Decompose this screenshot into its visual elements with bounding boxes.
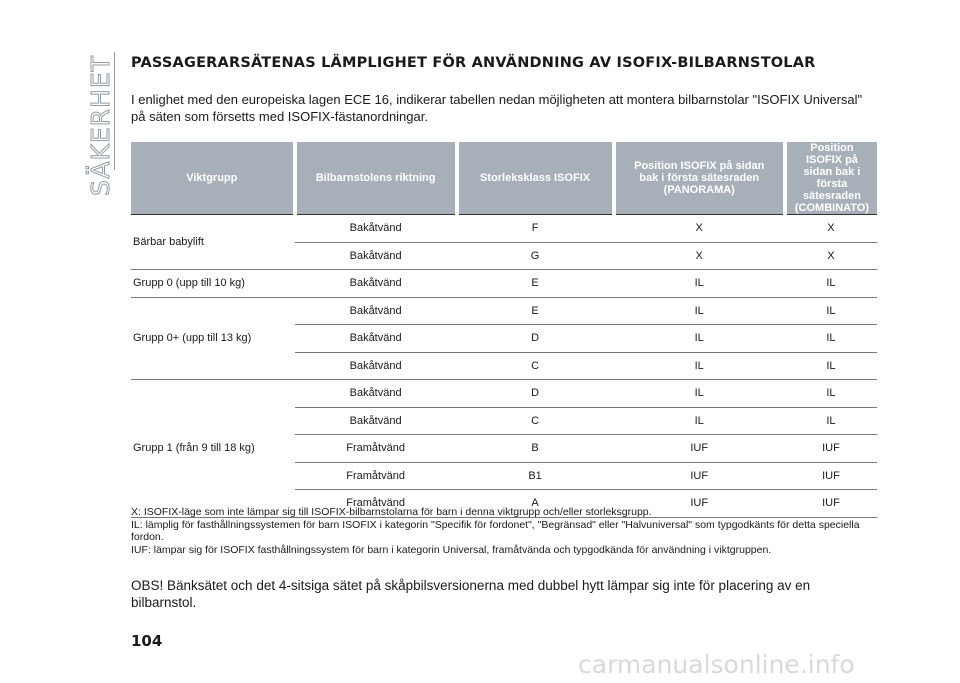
table-row (131, 297, 877, 325)
table-cell: Framåtvänd (295, 435, 457, 463)
table-cell: Bakåtvänd (295, 297, 457, 325)
table-cell: IL (785, 352, 877, 380)
table-cell: C (457, 407, 614, 435)
table-cell: IL (614, 297, 785, 325)
section-divider (114, 52, 115, 170)
obs-note: OBS! Bänksätet och det 4-sitsiga sätet på skåpbilsversionerna med dubbel hytt lämpar sig inte för placering av en bilbarnstol. (131, 578, 811, 610)
header-direction: Bilbarnstolens riktning (295, 142, 457, 215)
table-cell: D (457, 380, 614, 408)
intro-paragraph: I enlighet med den europeiska lagen ECE 16, indikerar tabellen nedan möjligheten att montera bilbarnstolar "ISOFIX Universal" på säten som försetts med ISOFIX-fästanordningar. (131, 92, 863, 124)
table-cell: Bakåtvänd (295, 407, 457, 435)
table-cell: C (457, 352, 614, 380)
table-cell: D (457, 325, 614, 353)
table-header-row (131, 142, 877, 215)
section-heading: PASSAGERARSÄTENAS LÄMPLIGHET FÖR ANVÄNDNING AV ISOFIX-BILBARNSTOLAR (131, 55, 816, 71)
table-cell: Bakåtvänd (295, 270, 457, 298)
table-cell: IL (614, 380, 785, 408)
note-x: X: ISOFIX-läge som inte lämpar sig till ISOFIX-bilbarnstolarna för barn i denna viktgrupp och/eller storleksgrupp. (131, 506, 652, 518)
table-cell: IUF (785, 490, 877, 518)
table-cell: IUF (614, 462, 785, 490)
table-cell: G (457, 242, 614, 270)
note-iuf: IUF: lämpar sig för ISOFIX fasthållningssystem för barn i kategorin Universal, framåtvända och typgodkända för användning i viktgruppen. (131, 543, 772, 556)
table-cell: IL (614, 270, 785, 298)
header-size-class: Storleksklass ISOFIX (457, 142, 614, 215)
table-cell: IL (614, 407, 785, 435)
page-number: 104 (131, 632, 163, 650)
table-cell: B1 (457, 462, 614, 490)
table-cell: E (457, 270, 614, 298)
table-cell: Bakåtvänd (295, 215, 457, 243)
table-cell: IL (785, 407, 877, 435)
table-cell: IUF (785, 462, 877, 490)
table-cell: F (457, 215, 614, 243)
header-position-combinato: Position ISOFIX på sidan bak i första sätesraden (COMBINATO) (785, 142, 877, 215)
table-cell: IL (614, 352, 785, 380)
table-cell: IL (785, 380, 877, 408)
group-cell: Grupp 1 (från 9 till 18 kg) (131, 380, 295, 518)
table-cell: A (457, 490, 614, 518)
table-row (131, 215, 877, 243)
isofix-table (131, 142, 877, 518)
table-cell: X (614, 242, 785, 270)
table-cell: Framåtvänd (295, 462, 457, 490)
group-cell: Bärbar babylift (131, 215, 295, 270)
note-il: IL: lämplig för fasthållningssystemen för barn ISOFIX i kategorin "Specifik för fordonet", "Begränsad" eller "Halvuniversal" som typgodkänts för detta speciella fordon. (131, 518, 860, 543)
table-cell: Bakåtvänd (295, 380, 457, 408)
header-weight-group: Viktgrupp (131, 142, 295, 215)
table-cell: IL (785, 270, 877, 298)
table-row (131, 380, 877, 408)
group-cell: Grupp 0 (upp till 10 kg) (131, 270, 295, 298)
section-tab-label: SÄKERHET (85, 54, 115, 196)
table-cell: IUF (785, 435, 877, 463)
watermark: carmanualsonline.info (578, 650, 855, 679)
table-row (131, 270, 877, 298)
table-cell: Bakåtvänd (295, 242, 457, 270)
table-cell: Bakåtvänd (295, 325, 457, 353)
header-position-panorama: Position ISOFIX på sidan bak i första sätesraden (PANORAMA) (614, 142, 785, 215)
table-notes (131, 506, 877, 556)
table-cell: X (785, 215, 877, 243)
table-cell: E (457, 297, 614, 325)
table-cell: Framåtvänd (295, 490, 457, 518)
table-cell: IUF (614, 435, 785, 463)
table-cell: X (785, 242, 877, 270)
table-cell: IL (785, 297, 877, 325)
table-cell: B (457, 435, 614, 463)
table-cell: Bakåtvänd (295, 352, 457, 380)
table-cell: IL (785, 325, 877, 353)
table-cell: X (614, 215, 785, 243)
table-cell: IUF (614, 490, 785, 518)
group-cell: Grupp 0+ (upp till 13 kg) (131, 297, 295, 380)
table-cell: IL (614, 325, 785, 353)
